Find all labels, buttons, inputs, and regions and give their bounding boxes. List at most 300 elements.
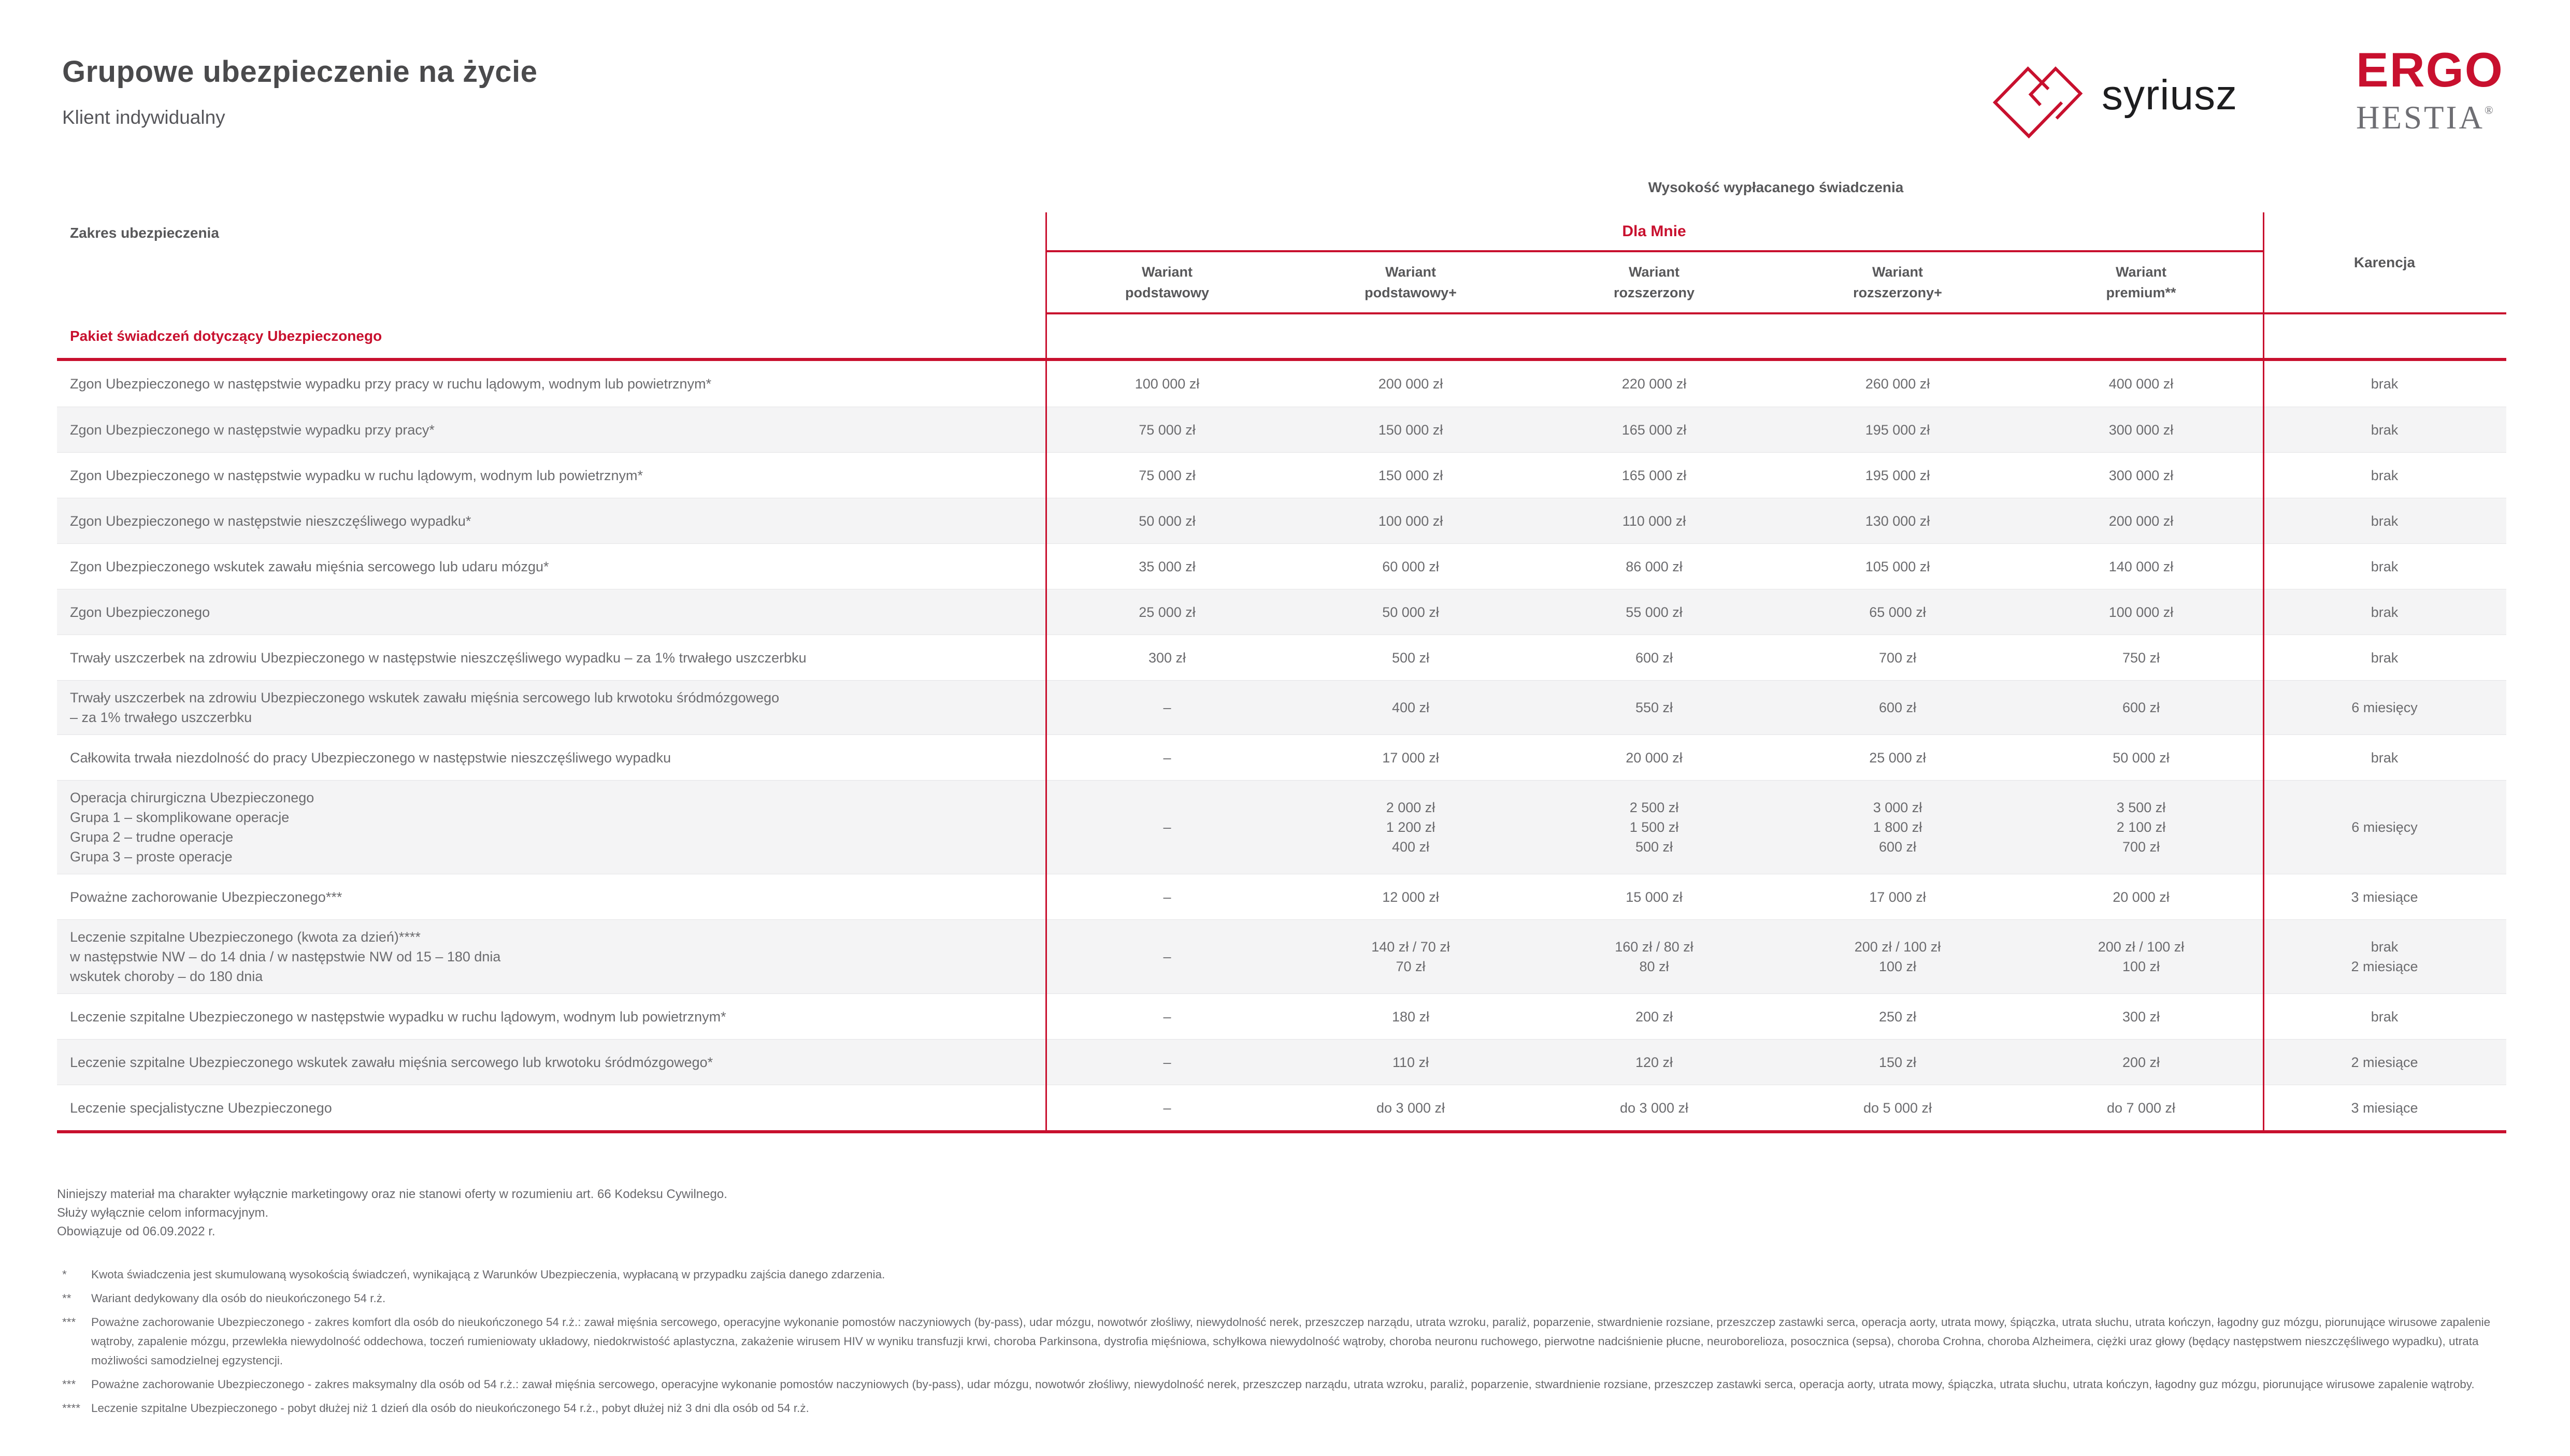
row-value bbox=[1532, 361, 1776, 407]
text-line: – bbox=[1163, 819, 1171, 835]
text-line: Wariant bbox=[2115, 264, 2166, 280]
row-value bbox=[1532, 1085, 1776, 1130]
footnote bbox=[57, 1313, 2513, 1370]
row-value bbox=[1045, 681, 1289, 734]
text-line: 17 000 zł bbox=[1869, 889, 1926, 905]
text-line: 200 zł / 100 zł bbox=[2098, 939, 2185, 955]
row-karencja bbox=[2263, 994, 2506, 1039]
row-value bbox=[1532, 735, 1776, 780]
text-line: 165 000 zł bbox=[1621, 422, 1687, 438]
row-value bbox=[1289, 544, 1532, 589]
text-line: 20 000 zł bbox=[1626, 749, 1683, 766]
ergo-hestia-logo bbox=[2356, 42, 2504, 136]
text-line: brak bbox=[2371, 376, 2399, 392]
row-value bbox=[1289, 874, 1532, 919]
text-line: 550 zł bbox=[1635, 700, 1673, 715]
row-value bbox=[1532, 407, 1776, 452]
text-line: 55 000 zł bbox=[1626, 604, 1683, 620]
text-line: 600 zł bbox=[2122, 700, 2160, 715]
row-value bbox=[2019, 1085, 2263, 1130]
text-line: brak bbox=[2371, 604, 2399, 620]
text-line: 80 zł bbox=[1639, 959, 1669, 974]
footnote-marker: ** bbox=[62, 1292, 71, 1305]
text-line: – bbox=[1163, 749, 1171, 766]
text-line: Grupa 1 – skomplikowane operacje bbox=[70, 810, 290, 825]
text-line: – bbox=[1163, 949, 1171, 964]
row-value bbox=[1045, 589, 1289, 635]
row-label bbox=[57, 994, 1045, 1039]
text-line: brak bbox=[2371, 749, 2399, 766]
text-line: 160 zł / 80 zł bbox=[1615, 939, 1693, 955]
text-line: brak bbox=[2371, 467, 2399, 483]
row-value bbox=[1532, 498, 1776, 543]
row-label bbox=[57, 407, 1045, 452]
text-line: brak bbox=[2371, 939, 2399, 955]
row-karencja bbox=[2263, 781, 2506, 874]
notice-line: Niniejszy materiał ma charakter wyłącznie marketingowy oraz nie stanowi oferty w rozumieniu art. 66 Kodeksu Cywilnego. bbox=[57, 1187, 727, 1201]
text-line: rozszerzony+ bbox=[1853, 285, 1942, 300]
text-line: 1 500 zł bbox=[1629, 819, 1679, 835]
row-value bbox=[1532, 781, 1776, 874]
row-value bbox=[1776, 635, 2019, 680]
table-row bbox=[57, 407, 2506, 452]
text-line: Leczenie szpitalne Ubezpieczonego wskutek zawału mięśnia sercowego lub krwotoku śródmózgowego* bbox=[70, 1054, 713, 1070]
text-line: 1 800 zł bbox=[1873, 819, 1922, 835]
text-line: – bbox=[1163, 700, 1171, 715]
text-line: 50 000 zł bbox=[1139, 513, 1196, 529]
text-line: 130 000 zł bbox=[1865, 513, 1930, 529]
row-value bbox=[1045, 453, 1289, 498]
row-karencja bbox=[2263, 874, 2506, 919]
text-line: 165 000 zł bbox=[1621, 467, 1687, 483]
row-karencja bbox=[2263, 735, 2506, 780]
row-label bbox=[57, 544, 1045, 589]
row-value bbox=[1532, 453, 1776, 498]
footnote-text: Wariant dedykowany dla osób do nieukończonego 54 r.ż. bbox=[91, 1292, 386, 1305]
text-line: 140 000 zł bbox=[2108, 558, 2174, 574]
table-row bbox=[57, 543, 2506, 589]
table-row bbox=[57, 1039, 2506, 1085]
footnote bbox=[57, 1265, 2513, 1284]
row-value bbox=[1532, 681, 1776, 734]
row-value bbox=[1289, 361, 1532, 407]
text-line: 25 000 zł bbox=[1869, 749, 1926, 766]
text-line: – za 1% trwałego uszczerbku bbox=[70, 710, 252, 725]
text-line: w następstwie NW – do 14 dnia / w następstwie NW od 15 – 180 dnia bbox=[70, 949, 501, 964]
text-line: – bbox=[1163, 1100, 1171, 1116]
variant-column-header bbox=[1289, 252, 1532, 312]
benefits-table bbox=[57, 212, 2506, 1133]
header bbox=[62, 54, 537, 128]
text-line: 150 000 zł bbox=[1378, 467, 1443, 483]
footnote-marker: * bbox=[62, 1268, 67, 1281]
text-line: 105 000 zł bbox=[1865, 558, 1930, 574]
row-value bbox=[1289, 407, 1532, 452]
text-line: Grupa 2 – trudne operacje bbox=[70, 829, 234, 845]
row-value bbox=[2019, 781, 2263, 874]
footnote bbox=[57, 1289, 2513, 1308]
table-row bbox=[57, 498, 2506, 543]
row-value bbox=[1776, 681, 2019, 734]
text-line: Wariant bbox=[1872, 264, 1923, 280]
text-line: do 7 000 zł bbox=[2106, 1100, 2176, 1116]
footnotes bbox=[57, 1265, 2513, 1418]
text-line: 600 zł bbox=[1635, 650, 1673, 666]
text-line: 200 zł / 100 zł bbox=[1854, 939, 1941, 955]
text-line: 60 000 zł bbox=[1382, 558, 1439, 574]
text-line: 20 000 zł bbox=[2113, 889, 2170, 905]
row-value bbox=[1289, 781, 1532, 874]
text-line: 180 zł bbox=[1391, 1008, 1430, 1025]
row-value bbox=[1776, 994, 2019, 1039]
row-value bbox=[2019, 589, 2263, 635]
text-line: premium** bbox=[2106, 285, 2176, 300]
syriusz-wordmark: syriusz bbox=[2102, 71, 2238, 119]
text-line: 220 000 zł bbox=[1621, 376, 1687, 392]
text-line: 100 000 zł bbox=[2108, 604, 2174, 620]
text-line: 75 000 zł bbox=[1139, 422, 1196, 438]
row-value bbox=[2019, 453, 2263, 498]
text-line: Wariant bbox=[1628, 264, 1679, 280]
notice-line: Obowiązuje od 06.09.2022 r. bbox=[57, 1224, 216, 1238]
text-line: Trwały uszczerbek na zdrowiu Ubezpieczonego w następstwie nieszczęśliwego wypadku – za 1% trwałego uszczerbku bbox=[70, 650, 807, 666]
text-line: 1 200 zł bbox=[1386, 819, 1435, 835]
footnote-text: Poważne zachorowanie Ubezpieczonego - zakres maksymalny dla osób od 54 r.ż.: zawał mięśnia sercowego, operacyjne wykonanie pomostów naczyniowych (by-pass), udar mózgu, nowotwór złośliwy, niewydolność nerek, przeszczep narządu, utrata wzroku, paraliż, poparzenie, stwardnienie rozsiane, przeszczep zastawki serca, operacja aorty, utrata mowy, śpiączka, utrata słuchu, utrata kończyn, łagodny guz mózgu, piorunujące wirusowe zapalenie wątroby. bbox=[91, 1378, 2475, 1391]
row-value bbox=[1045, 920, 1289, 993]
hestia-wordmark: HESTIA® bbox=[2356, 99, 2493, 136]
group-header-dla-mnie: Dla Mnie bbox=[1045, 212, 2263, 252]
text-line: Zgon Ubezpieczonego w następstwie wypadku przy pracy w ruchu lądowym, wodnym lub powietrznym* bbox=[70, 376, 712, 392]
row-value bbox=[1776, 453, 2019, 498]
row-label bbox=[57, 453, 1045, 498]
text-line: do 3 000 zł bbox=[1376, 1100, 1445, 1116]
footnote-marker: **** bbox=[62, 1402, 81, 1415]
row-label bbox=[57, 589, 1045, 635]
table-divider-right bbox=[2263, 212, 2264, 1133]
text-line: Grupa 3 – proste operacje bbox=[70, 849, 233, 864]
row-value bbox=[1776, 735, 2019, 780]
variant-column-header bbox=[1045, 252, 1289, 312]
text-line: 250 zł bbox=[1878, 1008, 1917, 1025]
text-line: Poważne zachorowanie Ubezpieczonego*** bbox=[70, 889, 342, 905]
text-line: 100 zł bbox=[1878, 959, 1917, 974]
column-header-zakres: Zakres ubezpieczenia bbox=[70, 225, 219, 241]
row-value bbox=[1289, 994, 1532, 1039]
row-karencja bbox=[2263, 361, 2506, 407]
row-karencja bbox=[2263, 407, 2506, 452]
row-value bbox=[1045, 1040, 1289, 1085]
variant-column-header bbox=[2019, 252, 2263, 312]
text-line: 100 000 zł bbox=[1135, 376, 1200, 392]
text-line: 86 000 zł bbox=[1626, 558, 1683, 574]
row-value bbox=[2019, 681, 2263, 734]
row-label bbox=[57, 920, 1045, 993]
table-divider-left bbox=[1045, 212, 1047, 1133]
row-value bbox=[1289, 681, 1532, 734]
text-line: Leczenie szpitalne Ubezpieczonego w następstwie wypadku w ruchu lądowym, wodnym lub powietrznym* bbox=[70, 1008, 726, 1025]
row-label bbox=[57, 874, 1045, 919]
row-value bbox=[1045, 781, 1289, 874]
text-line: 25 000 zł bbox=[1139, 604, 1196, 620]
text-line: 200 000 zł bbox=[2108, 513, 2174, 529]
row-value bbox=[1289, 498, 1532, 543]
row-value bbox=[1776, 407, 2019, 452]
section-header-pakiet: Pakiet świadczeń dotyczący Ubezpieczonego bbox=[70, 328, 382, 344]
text-line: 100 zł bbox=[2122, 959, 2160, 974]
variant-column-header bbox=[1776, 252, 2019, 312]
footnote-text: Kwota świadczenia jest skumulowaną wysokością świadczeń, wynikającą z Warunków Ubezpieczenia, wypłacaną w przypadku zajścia danego zdarzenia. bbox=[91, 1268, 885, 1281]
text-line: Zgon Ubezpieczonego w następstwie nieszczęśliwego wypadku* bbox=[70, 513, 471, 529]
text-line: 65 000 zł bbox=[1869, 604, 1926, 620]
row-value bbox=[1776, 544, 2019, 589]
footnote-text: Poważne zachorowanie Ubezpieczonego - zakres komfort dla osób do nieukończonego 54 r.ż.: zawał mięśnia sercowego, operacyjne wykonanie pomostów naczyniowych (by-pass), udar mózgu, nowotwór złośliwy, niewydolność nerek, przeszczep narządu, utrata wzroku, paraliż, poparzenie, stwardnienie rozsiane, przeszczep zastawki serca, operacja aorty, utrata mowy, śpiączka, utrata słuchu, utrata kończyn, łagodny guz mózgu, piorunujące wirusowe zapalenie wątroby, zapalenie mózgu, przewlekła niewydolność oddechowa, toczeń rumieniowaty układowy, niedokrwistość aplastyczna, zakażenie wirusem HIV w wyniku transfuzji krwi, choroba Parkinsona, dystrofia mięśniowa, schyłkowa niewydolność wątroby, choroba neuronu ruchowego, pierwotne nadciśnienie płucne, neuroborelioza, posocznica (sepsa), choroba Crohna, choroba Alzheimera, ciężki uraz głowy (będący następstwem nieszczęśliwego wypadku), utrata możliwości samodzielnej egzystencji. bbox=[91, 1316, 2491, 1367]
text-line: rozszerzony bbox=[1613, 285, 1695, 300]
row-value bbox=[1532, 635, 1776, 680]
syriusz-logo bbox=[1992, 51, 2237, 140]
row-label bbox=[57, 735, 1045, 780]
table-row bbox=[57, 993, 2506, 1039]
text-line: 3 miesiące bbox=[2351, 1100, 2418, 1116]
table-row bbox=[57, 734, 2506, 780]
row-label bbox=[57, 361, 1045, 407]
row-value bbox=[2019, 361, 2263, 407]
text-line: 12 000 zł bbox=[1382, 889, 1439, 905]
row-value bbox=[1045, 735, 1289, 780]
text-line: 200 zł bbox=[2122, 1054, 2160, 1070]
text-line: 200 zł bbox=[1635, 1008, 1673, 1025]
text-line: 600 zł bbox=[1878, 839, 1917, 855]
text-line: 400 zł bbox=[1391, 839, 1430, 855]
row-karencja bbox=[2263, 453, 2506, 498]
text-line: 150 000 zł bbox=[1378, 422, 1443, 438]
row-value bbox=[1532, 544, 1776, 589]
column-header-karencja: Karencja bbox=[2263, 212, 2506, 314]
text-line: Leczenie szpitalne Ubezpieczonego (kwota za dzień)**** bbox=[70, 929, 421, 945]
text-line: do 5 000 zł bbox=[1863, 1100, 1932, 1116]
text-line: 300 zł bbox=[2122, 1008, 2160, 1025]
row-value bbox=[1045, 498, 1289, 543]
benefit-amount-title: Wysokość wypłacanego świadczenia bbox=[1648, 179, 1904, 195]
text-line: wskutek choroby – do 180 dnia bbox=[70, 969, 263, 984]
row-value bbox=[1776, 589, 2019, 635]
text-line: 2 miesiące bbox=[2351, 1054, 2418, 1070]
text-line: Całkowita trwała niezdolność do pracy Ubezpieczonego w następstwie nieszczęśliwego wypadku bbox=[70, 749, 671, 766]
row-value bbox=[1289, 1040, 1532, 1085]
footer-notices bbox=[57, 1185, 2513, 1241]
text-line: Wariant bbox=[1141, 264, 1193, 280]
row-value bbox=[1289, 453, 1532, 498]
row-value bbox=[2019, 1040, 2263, 1085]
row-label bbox=[57, 635, 1045, 680]
text-line: brak bbox=[2371, 513, 2399, 529]
row-karencja bbox=[2263, 498, 2506, 543]
row-karencja bbox=[2263, 635, 2506, 680]
row-value bbox=[1289, 589, 1532, 635]
text-line: 110 zł bbox=[1392, 1054, 1429, 1070]
text-line: 700 zł bbox=[1878, 650, 1917, 666]
row-value bbox=[1776, 1040, 2019, 1085]
text-line: 120 zł bbox=[1635, 1054, 1673, 1070]
row-karencja bbox=[2263, 589, 2506, 635]
row-value bbox=[1289, 1085, 1532, 1130]
row-value bbox=[2019, 407, 2263, 452]
text-line: 35 000 zł bbox=[1139, 558, 1196, 574]
row-value bbox=[1045, 407, 1289, 452]
syriusz-logo-icon bbox=[1992, 51, 2084, 140]
text-line: – bbox=[1163, 889, 1171, 905]
table-row bbox=[57, 1085, 2506, 1130]
row-value bbox=[1045, 635, 1289, 680]
page-title: Grupowe ubezpieczenie na życie bbox=[62, 55, 538, 89]
row-karencja bbox=[2263, 681, 2506, 734]
text-line: Trwały uszczerbek na zdrowiu Ubezpieczonego wskutek zawału mięśnia sercowego lub krwotoku śródmózgowego bbox=[70, 690, 780, 705]
text-line: 70 zł bbox=[1396, 959, 1426, 974]
text-line: 15 000 zł bbox=[1626, 889, 1683, 905]
row-value bbox=[2019, 635, 2263, 680]
row-karencja bbox=[2263, 920, 2506, 993]
table-body bbox=[57, 358, 2506, 1133]
text-line: Zgon Ubezpieczonego w następstwie wypadku w ruchu lądowym, wodnym lub powietrznym* bbox=[70, 467, 643, 483]
text-line: 2 500 zł bbox=[1629, 800, 1679, 815]
text-line: podstawowy bbox=[1125, 285, 1209, 300]
table-row bbox=[57, 589, 2506, 635]
row-value bbox=[1776, 1085, 2019, 1130]
text-line: 195 000 zł bbox=[1865, 422, 1930, 438]
text-line: brak bbox=[2371, 650, 2399, 666]
page-subtitle: Klient indywidualny bbox=[62, 107, 225, 128]
registered-mark: ® bbox=[2484, 104, 2493, 117]
text-line: 300 zł bbox=[1148, 650, 1186, 666]
text-line: 17 000 zł bbox=[1382, 749, 1439, 766]
text-line: 400 zł bbox=[1391, 700, 1430, 715]
row-value bbox=[1289, 635, 1532, 680]
row-value bbox=[1045, 1085, 1289, 1130]
table-row bbox=[57, 874, 2506, 919]
row-value bbox=[1776, 361, 2019, 407]
text-line: 300 000 zł bbox=[2108, 422, 2174, 438]
text-line: 750 zł bbox=[2122, 650, 2160, 666]
text-line: Zgon Ubezpieczonego w następstwie wypadku przy pracy* bbox=[70, 422, 435, 438]
row-value bbox=[1532, 994, 1776, 1039]
row-value bbox=[2019, 498, 2263, 543]
footnote bbox=[57, 1399, 2513, 1418]
row-value bbox=[1289, 920, 1532, 993]
row-value bbox=[1776, 781, 2019, 874]
text-line: – bbox=[1163, 1054, 1171, 1070]
text-line: 195 000 zł bbox=[1865, 467, 1930, 483]
row-value bbox=[1776, 498, 2019, 543]
row-value bbox=[1532, 1040, 1776, 1085]
text-line: do 3 000 zł bbox=[1619, 1100, 1689, 1116]
text-line: 2 100 zł bbox=[2116, 819, 2166, 835]
text-line: 50 000 zł bbox=[2113, 749, 2170, 766]
variant-column-header bbox=[1532, 252, 1776, 312]
footer bbox=[57, 1185, 2513, 1418]
row-value bbox=[1045, 874, 1289, 919]
text-line: 2 000 zł bbox=[1386, 800, 1435, 815]
table-header bbox=[57, 212, 2506, 314]
text-line: 700 zł bbox=[2122, 839, 2160, 855]
table-row bbox=[57, 361, 2506, 407]
text-line: 3 miesiące bbox=[2351, 889, 2418, 905]
text-line: – bbox=[1163, 1008, 1171, 1025]
text-line: 600 zł bbox=[1878, 700, 1917, 715]
text-line: Leczenie specjalistyczne Ubezpieczonego bbox=[70, 1100, 332, 1116]
notice-line: Służy wyłącznie celom informacyjnym. bbox=[57, 1206, 269, 1220]
table-header-middle bbox=[1045, 212, 2263, 314]
row-label bbox=[57, 1040, 1045, 1085]
row-value bbox=[1045, 544, 1289, 589]
ergo-wordmark: ERGO bbox=[2356, 42, 2504, 97]
text-line: 3 000 zł bbox=[1873, 800, 1922, 815]
text-line: 6 miesięcy bbox=[2351, 819, 2418, 835]
row-karencja bbox=[2263, 1040, 2506, 1085]
text-line: Wariant bbox=[1385, 264, 1436, 280]
text-line: brak bbox=[2371, 1008, 2399, 1025]
text-line: 300 000 zł bbox=[2108, 467, 2174, 483]
footnote-marker: *** bbox=[62, 1316, 76, 1329]
text-line: podstawowy+ bbox=[1365, 285, 1457, 300]
text-line: 2 miesiące bbox=[2351, 959, 2418, 974]
text-line: brak bbox=[2371, 422, 2399, 438]
row-value bbox=[2019, 544, 2263, 589]
row-label bbox=[57, 681, 1045, 734]
row-label bbox=[57, 781, 1045, 874]
text-line: 260 000 zł bbox=[1865, 376, 1930, 392]
row-label bbox=[57, 498, 1045, 543]
text-line: 110 000 zł bbox=[1622, 513, 1686, 529]
table-row bbox=[57, 452, 2506, 498]
text-line: 150 zł bbox=[1878, 1054, 1917, 1070]
row-value bbox=[2019, 874, 2263, 919]
table-row bbox=[57, 780, 2506, 874]
text-line: 50 000 zł bbox=[1382, 604, 1439, 620]
row-karencja bbox=[2263, 544, 2506, 589]
text-line: 6 miesięcy bbox=[2351, 700, 2418, 715]
table-row bbox=[57, 919, 2506, 993]
row-value bbox=[1776, 874, 2019, 919]
text-line: Operacja chirurgiczna Ubezpieczonego bbox=[70, 790, 314, 805]
text-line: 3 500 zł bbox=[2116, 800, 2166, 815]
row-value bbox=[2019, 920, 2263, 993]
text-line: 140 zł / 70 zł bbox=[1371, 939, 1450, 955]
row-label bbox=[57, 1085, 1045, 1130]
text-line: 400 000 zł bbox=[2108, 376, 2174, 392]
row-value bbox=[1045, 361, 1289, 407]
row-value bbox=[1532, 920, 1776, 993]
footnote bbox=[57, 1375, 2513, 1394]
row-value bbox=[2019, 994, 2263, 1039]
table-row bbox=[57, 635, 2506, 680]
text-line: Zgon Ubezpieczonego bbox=[70, 604, 210, 620]
footnote-marker: *** bbox=[62, 1378, 76, 1391]
row-value bbox=[1289, 735, 1532, 780]
text-line: brak bbox=[2371, 558, 2399, 574]
row-karencja bbox=[2263, 1085, 2506, 1130]
row-value bbox=[1532, 874, 1776, 919]
row-value bbox=[1776, 920, 2019, 993]
row-value bbox=[2019, 735, 2263, 780]
footnote-text: Leczenie szpitalne Ubezpieczonego - pobyt dłużej niż 1 dzień dla osób do nieukończonego 54 r.ż., pobyt dłużej niż 3 dni dla osób od 54 r.ż. bbox=[91, 1402, 809, 1415]
row-value bbox=[1045, 994, 1289, 1039]
variant-headers bbox=[1045, 252, 2263, 314]
text-line: 500 zł bbox=[1391, 650, 1430, 666]
text-line: 100 000 zł bbox=[1378, 513, 1443, 529]
text-line: 200 000 zł bbox=[1378, 376, 1443, 392]
row-value bbox=[1532, 589, 1776, 635]
table-row bbox=[57, 680, 2506, 734]
text-line: 500 zł bbox=[1635, 839, 1673, 855]
